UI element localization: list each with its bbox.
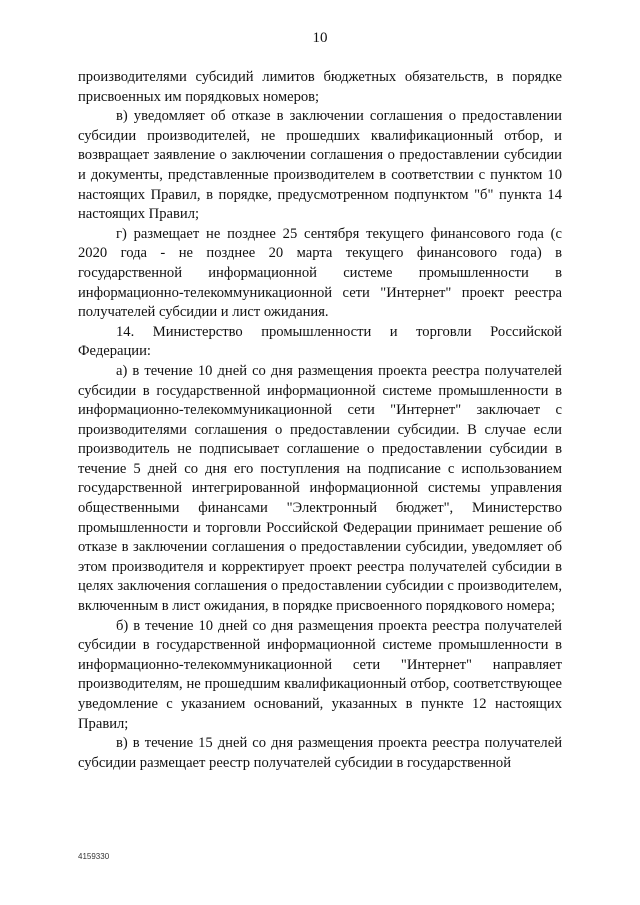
document-code: 4159330 [78,852,110,861]
paragraph-continuation: производителями субсидий лимитов бюджетных обязательств, в порядке присвоенных им порядковых номеров; [78,69,562,105]
paragraph-item-g: г) размещает не позднее 25 сентября текущего финансового года (с 2020 года - не позднее 20 марта текущего финансового года) в государственной информационной системе промышленности в информационно-телекоммуникационной сети "Интернет" проект реестра получателей субсидии и лист ожидания. [78,225,562,321]
paragraph-item-b: б) в течение 10 дней со дня размещения проекта реестра получателей субсидии в государственной информационной системе промышленности в информационно-телекоммуникационной сети "Интернет" направляет производителям, не прошедшим квалификационный отбор, соответствующее уведомление с указанием оснований, указанных в пункте 12 настоящих Правил; [78,617,562,732]
page-number: 10 [312,30,328,46]
paragraph-item-v-2: в) в течение 15 дней со дня размещения проекта реестра получателей субсидии размещает реестр получателей субсидии в государственной [78,735,562,771]
document-body [78,68,562,773]
paragraph-item-a: а) в течение 10 дней со дня размещения проекта реестра получателей субсидии в государственной информационной системе промышленности в информационно-телекоммуникационной сети "Интернет" заключает с производителями соглашения о предоставлении субсидии. В случае если производитель не подписывает соглашение о предоставлении субсидии в течение 5 дней со дня его поступления на подписание с использованием государственной интегрированной информационной системы управления общественными финансами "Электронный бюджет", Министерство промышленности и торговли Российской Федерации принимает решение об отказе в заключении соглашения о предоставлении субсидии, уведомляет об этом производителя и корректирует проект реестра получателей субсидии в целях заключения соглашения о предоставлении субсидии с производителем, включенным в лист ожидания, в порядке присвоенного порядкового номера; [78,362,562,615]
paragraph-item-v: в) уведомляет об отказе в заключении соглашения о предоставлении субсидии производителей, не прошедших квалификационный отбор, и возвращает заявление о заключении соглашения о предоставлении субсидии и документы, представленные производителем в соответствии с пунктом 10 настоящих Правил, в порядке, предусмотренном подпунктом "б" пункта 14 настоящих Правил; [78,108,562,223]
paragraph-section-14: 14. Министерство промышленности и торговли Российской Федерации: [78,323,562,360]
